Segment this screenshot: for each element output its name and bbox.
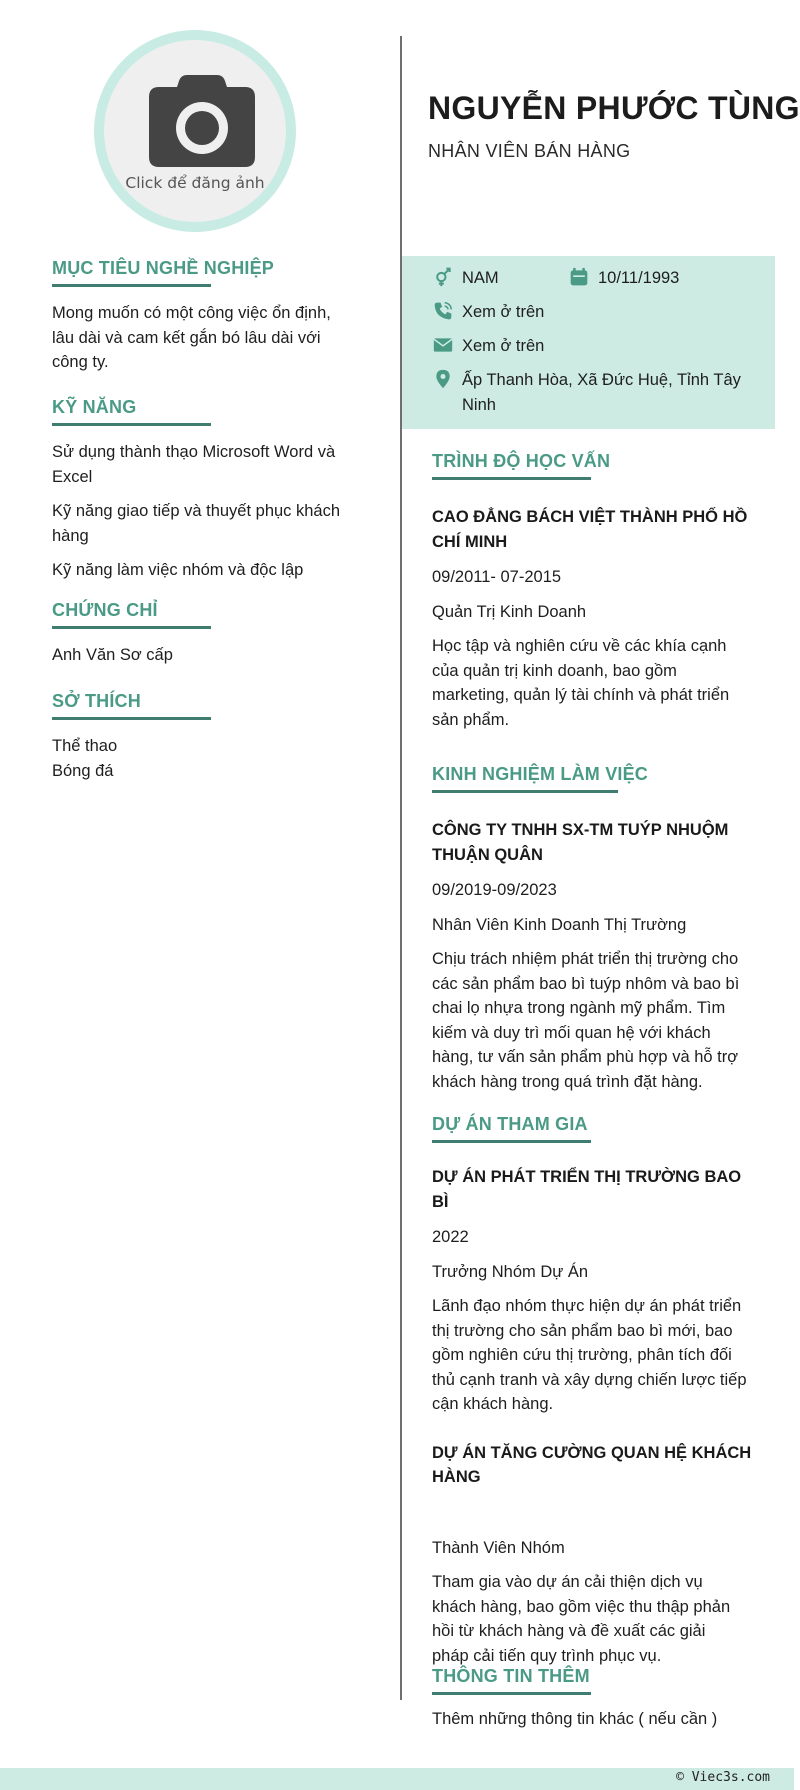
skill-item: Sử dụng thành thạo Microsoft Word và Excel (52, 443, 336, 486)
education-description: Học tập và nghiên cứu về các khía cạnh của quản trị kinh doanh, bao gồm marketing, quản lý tài chính và phát triển sản phẩm. (432, 637, 730, 729)
section-title: DỰ ÁN THAM GIA (432, 1114, 588, 1134)
company-name: CÔNG TY TNHH SX-TM TUÝP NHUỘM THUẬN QUÂN (432, 821, 729, 864)
birthday-value: 10/11/1993 (598, 269, 680, 287)
footer-bar (0, 1768, 794, 1790)
gender-row (432, 266, 499, 291)
section-underline (52, 626, 211, 629)
extra-info-text: Thêm những thông tin khác ( nếu cần ) (432, 1710, 718, 1728)
contact-panel (402, 256, 775, 429)
experience-position: Nhân Viên Kinh Doanh Thị Trường (432, 915, 687, 934)
project-name: DỰ ÁN PHÁT TRIỂN THỊ TRƯỜNG BAO BÌ (432, 1168, 742, 1211)
section-title: MỤC TIÊU NGHỀ NGHIỆP (52, 258, 275, 278)
education-period: 09/2011- 07-2015 (432, 568, 562, 586)
objective-line: lâu dài và cam kết gắn bó lâu dài với (52, 328, 321, 347)
skills-section (52, 397, 352, 583)
hobby-item: Bóng đá (52, 761, 114, 780)
section-title: CHỨNG CHỈ (52, 600, 158, 620)
birthday-row (568, 266, 679, 291)
section-title: TRÌNH ĐỘ HỌC VẤN (432, 451, 611, 471)
email-row (432, 334, 544, 359)
hobby-item: Thể thao (52, 737, 118, 755)
education-section (432, 451, 762, 732)
camera-icon (149, 75, 255, 167)
section-underline (52, 423, 211, 426)
objective-section (52, 258, 352, 375)
skill-item: Kỹ năng làm việc nhóm và độc lập (52, 561, 304, 579)
address-value: Ấp Thanh Hòa, Xã Đức Huệ, Tỉnh Tây Ninh (462, 371, 741, 414)
project-role: Trưởng Nhóm Dự Án (432, 1262, 589, 1281)
section-underline (52, 717, 211, 720)
email-icon (432, 334, 454, 356)
gender-icon (432, 266, 454, 288)
section-title: KỸ NĂNG (52, 397, 137, 417)
projects-section (432, 1114, 762, 1668)
phone-row (432, 300, 544, 325)
phone-icon (432, 300, 454, 322)
email-value: Xem ở trên (462, 337, 545, 355)
location-pin-icon (432, 368, 454, 390)
section-title: SỞ THÍCH (52, 691, 141, 711)
copyright-text: © Viec3s.com (676, 1770, 770, 1785)
avatar[interactable] (104, 40, 286, 222)
phone-value: Xem ở trên (462, 303, 545, 321)
experience-description: Chịu trách nhiệm phát triển thị trường cho các sản phẩm bao bì tuýp nhôm và bao bì chai lọ nhựa trong ngành mỹ phẩm. Tìm kiếm và duy trì mối quan hệ với khách hàng, tư vấn sản phẩm phù hợp và hỗ trợ khách hàng trong quá trình đặt hàng. (432, 950, 740, 1091)
project-name: DỰ ÁN TĂNG CƯỜNG QUAN HỆ KHÁCH HÀNG (432, 1443, 752, 1486)
section-underline (432, 477, 591, 480)
calendar-icon (568, 266, 590, 288)
extra-info-section (432, 1666, 762, 1732)
project-year: 2022 (432, 1228, 469, 1246)
section-title: KINH NGHIỆM LÀM VIỆC (432, 764, 649, 784)
section-title: THÔNG TIN THÊM (432, 1666, 590, 1686)
section-underline (432, 1692, 591, 1695)
project-role: Thành Viên Nhóm (432, 1538, 565, 1557)
certificates-section (52, 600, 352, 668)
experience-section (432, 764, 762, 1094)
certificate-item: Anh Văn Sơ cấp (52, 646, 173, 664)
avatar-caption: Click để đăng ảnh (125, 174, 265, 192)
project-description: Tham gia vào dự án cải thiện dịch vụ khách hàng, bao gồm việc thu thập phản hồi từ khách hàng và đề xuất các giải pháp cải tiến quy trình phục vụ. (432, 1573, 731, 1665)
avatar-upload[interactable] (94, 30, 296, 232)
section-underline (52, 284, 211, 287)
gender-value: NAM (462, 269, 499, 287)
job-title: NHÂN VIÊN BÁN HÀNG (428, 141, 631, 161)
address-row (432, 368, 741, 417)
objective-line: công ty. (52, 353, 109, 371)
hobbies-section (52, 691, 352, 783)
project-description: Lãnh đạo nhóm thực hiện dự án phát triển thị trường cho sản phẩm bao bì mới, bao gồm nghiên cứu thị trường, phân tích đối thủ cạnh tranh và xây dựng chiến lược tiếp cận khách hàng. (432, 1297, 747, 1413)
school-name: CAO ĐẲNG BÁCH VIỆT THÀNH PHỐ HỒ CHÍ MINH (432, 508, 748, 551)
experience-period: 09/2019-09/2023 (432, 881, 557, 899)
objective-line: Mong muốn có một công việc ổn định, (52, 304, 331, 322)
section-underline (432, 1140, 591, 1143)
section-underline (432, 790, 618, 793)
candidate-name: NGUYỄN PHƯỚC TÙNG (428, 90, 800, 126)
skill-item: Kỹ năng giao tiếp và thuyết phục khách hàng (52, 502, 341, 545)
education-major: Quản Trị Kinh Doanh (432, 602, 587, 621)
